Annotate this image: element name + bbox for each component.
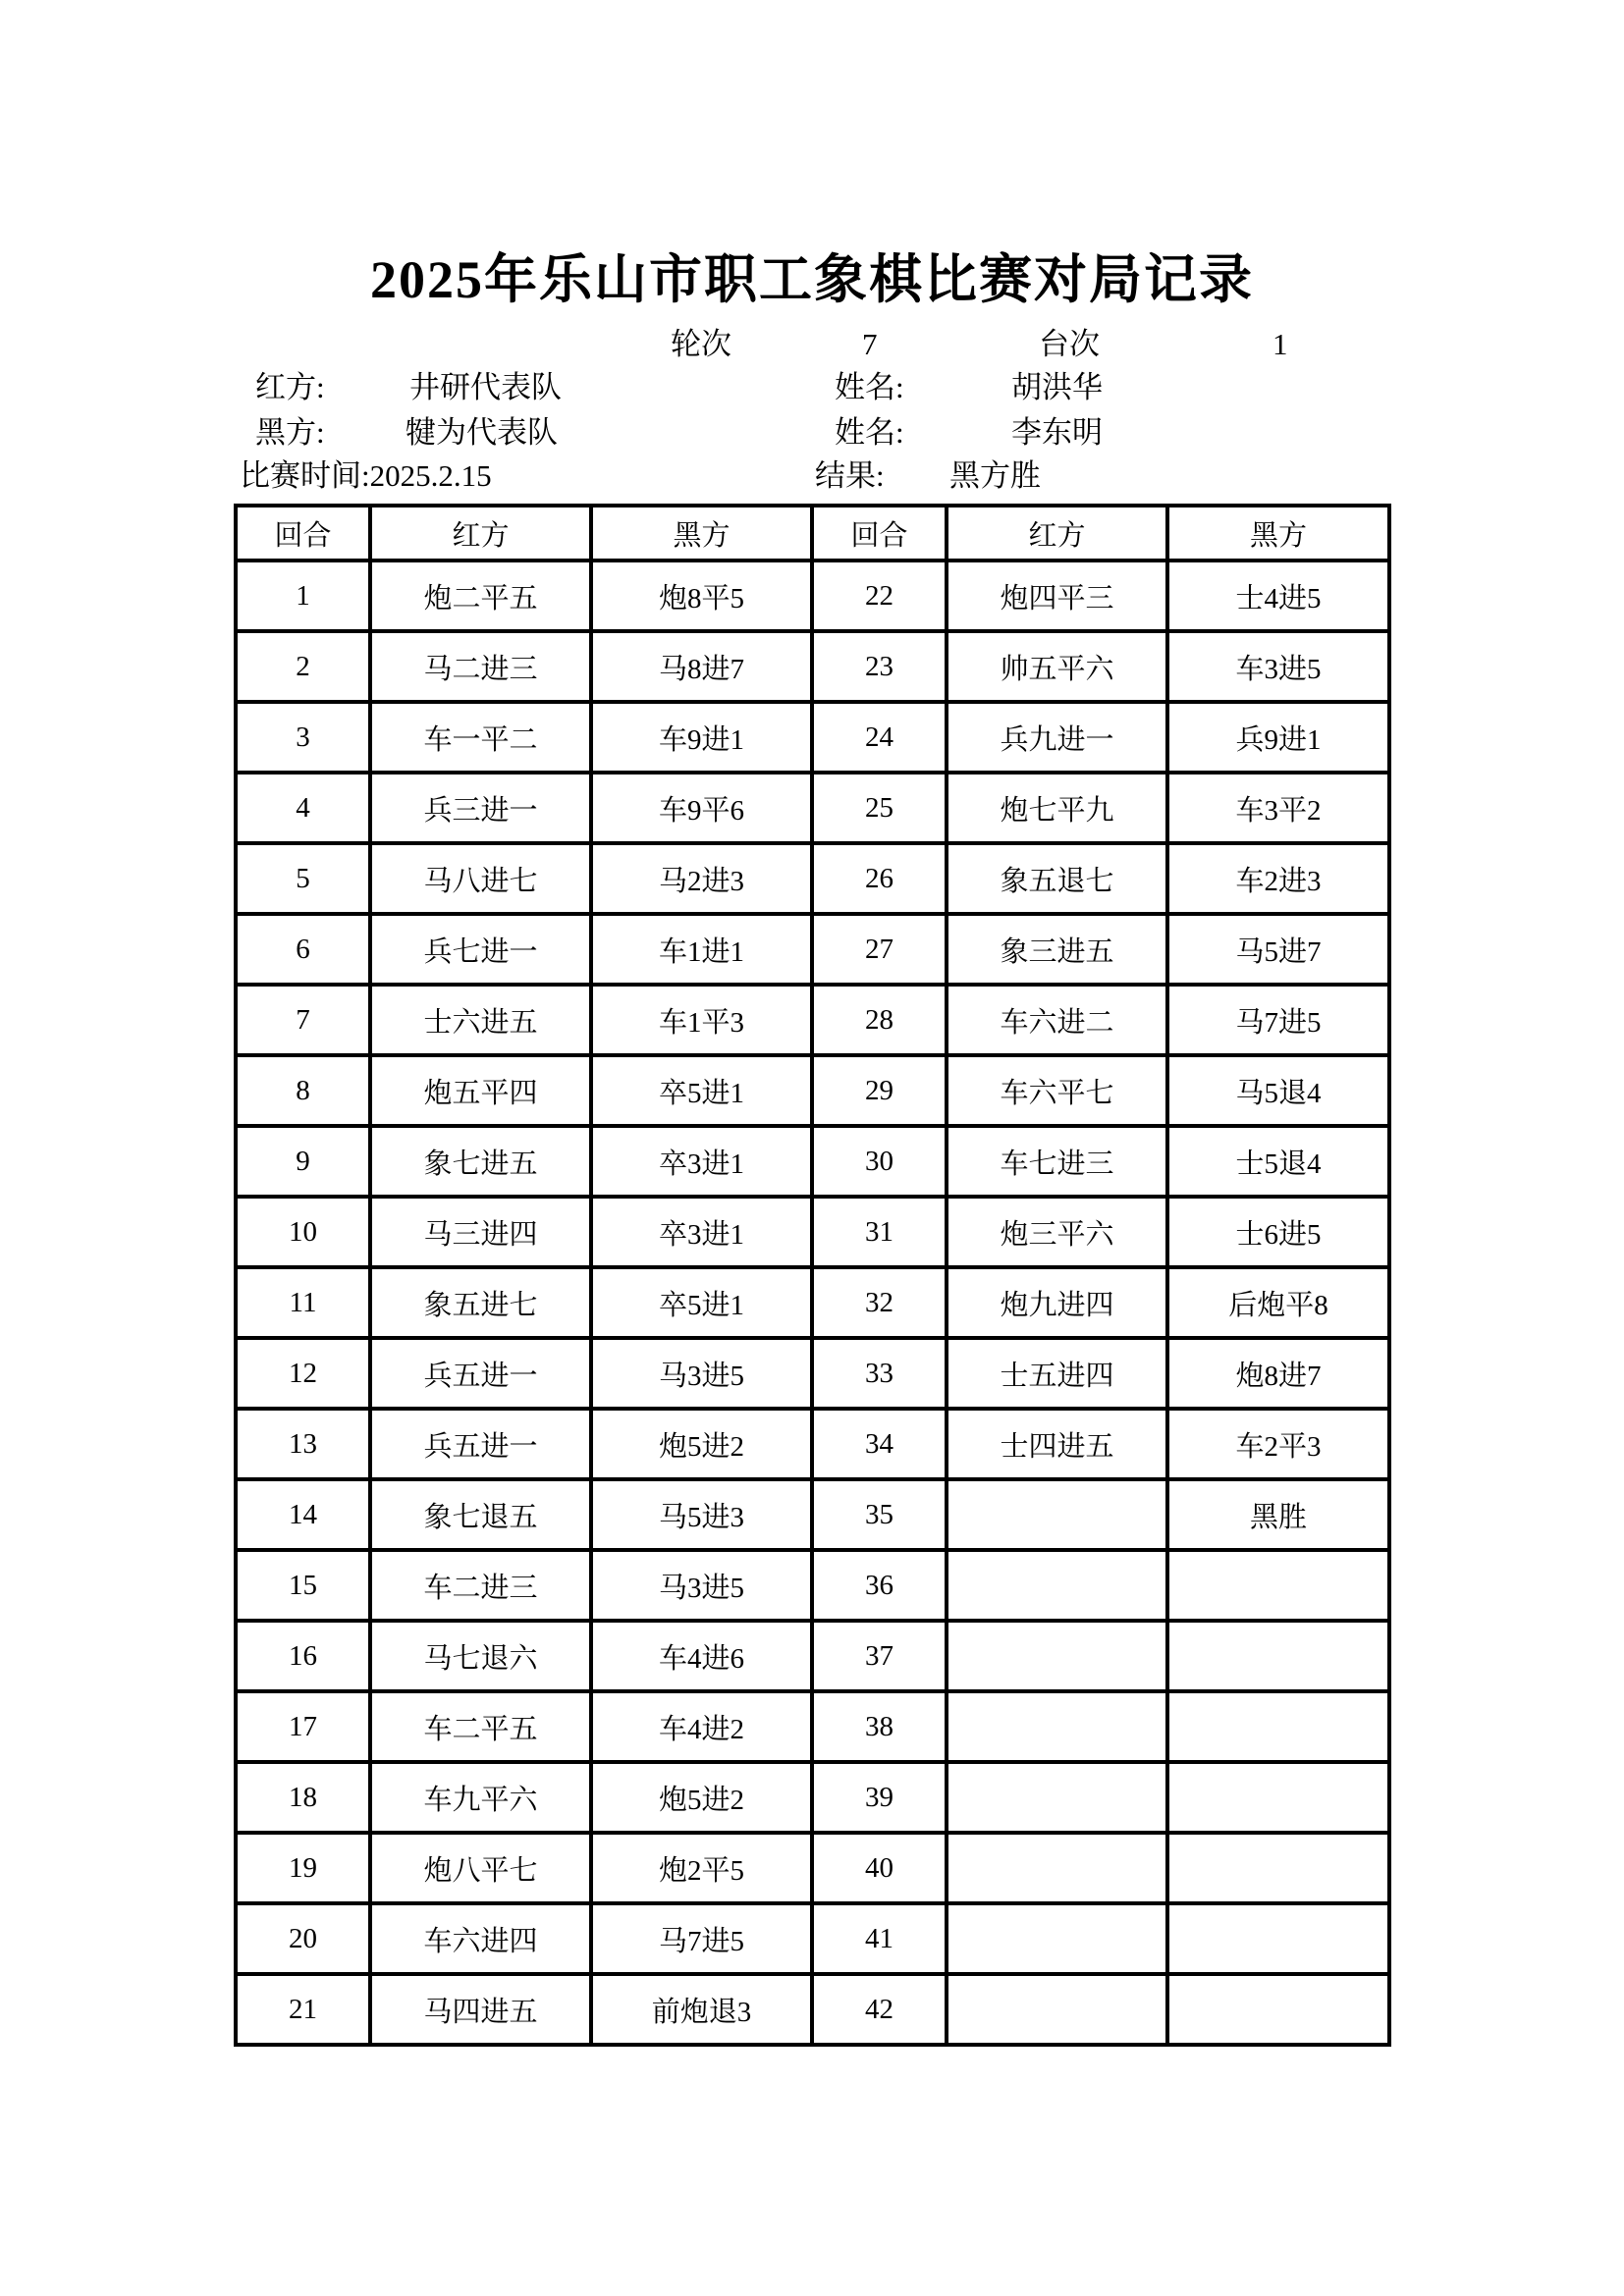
black-move-cell: 炮5进2	[591, 1409, 812, 1479]
red-move-cell	[947, 1691, 1167, 1762]
round-cell: 1	[236, 561, 370, 631]
black-move-cell: 马7进5	[591, 1903, 812, 1974]
round-cell: 13	[236, 1409, 370, 1479]
red-move-cell: 兵五进一	[370, 1338, 591, 1409]
red-move-cell: 马八进七	[370, 843, 591, 914]
black-move-cell: 车3平2	[1167, 773, 1389, 843]
round-value: 7	[862, 327, 878, 361]
black-move-cell: 炮8平5	[591, 561, 812, 631]
black-move-cell: 马3进5	[591, 1338, 812, 1409]
red-move-cell: 炮四平三	[947, 561, 1167, 631]
table-row	[236, 1126, 1389, 1197]
moves-table	[234, 504, 1391, 2047]
black-move-cell	[1167, 1691, 1389, 1762]
black-move-cell: 兵9进1	[1167, 702, 1389, 773]
round-cell: 34	[812, 1409, 947, 1479]
red-move-cell: 炮三平六	[947, 1197, 1167, 1267]
result-label: 结果:	[815, 458, 885, 493]
round-cell: 7	[236, 985, 370, 1055]
col-header-red-2: 红方	[947, 506, 1167, 561]
red-move-cell: 士六进五	[370, 985, 591, 1055]
black-player-name: 李东明	[1011, 415, 1103, 450]
round-cell: 29	[812, 1055, 947, 1126]
red-move-cell: 炮五平四	[370, 1055, 591, 1126]
round-cell: 37	[812, 1621, 947, 1691]
red-move-cell: 车二进三	[370, 1550, 591, 1621]
round-cell: 22	[812, 561, 947, 631]
table-row	[236, 1903, 1389, 1974]
red-move-cell	[947, 1833, 1167, 1903]
col-header-round: 回合	[236, 506, 370, 561]
round-cell: 40	[812, 1833, 947, 1903]
round-cell: 17	[236, 1691, 370, 1762]
black-move-cell: 车3进5	[1167, 631, 1389, 702]
red-move-cell: 炮二平五	[370, 561, 591, 631]
round-cell: 21	[236, 1974, 370, 2045]
table-row	[236, 1409, 1389, 1479]
red-move-cell: 车六平七	[947, 1055, 1167, 1126]
col-header-round-2: 回合	[812, 506, 947, 561]
black-move-cell: 炮5进2	[591, 1762, 812, 1833]
round-cell: 36	[812, 1550, 947, 1621]
red-move-cell: 马四进五	[370, 1974, 591, 2045]
round-cell: 15	[236, 1550, 370, 1621]
table-row	[236, 561, 1389, 631]
black-move-cell	[1167, 1833, 1389, 1903]
black-move-cell: 车9进1	[591, 702, 812, 773]
table-row	[236, 631, 1389, 702]
table-row	[236, 1691, 1389, 1762]
red-move-cell: 象七进五	[370, 1126, 591, 1197]
table-row	[236, 1974, 1389, 2045]
black-move-cell: 卒5进1	[591, 1055, 812, 1126]
black-move-cell: 前炮退3	[591, 1974, 812, 2045]
round-cell: 27	[812, 914, 947, 985]
red-move-cell: 马二进三	[370, 631, 591, 702]
table-row	[236, 773, 1389, 843]
round-cell: 16	[236, 1621, 370, 1691]
red-side-label: 红方:	[255, 370, 325, 404]
round-cell: 5	[236, 843, 370, 914]
header-row	[236, 506, 1389, 561]
round-cell: 11	[236, 1267, 370, 1338]
round-cell: 8	[236, 1055, 370, 1126]
round-cell: 20	[236, 1903, 370, 1974]
round-cell: 32	[812, 1267, 947, 1338]
black-move-cell	[1167, 1621, 1389, 1691]
black-move-cell: 马5退4	[1167, 1055, 1389, 1126]
round-cell: 39	[812, 1762, 947, 1833]
table-row	[236, 1479, 1389, 1550]
table-row	[236, 1055, 1389, 1126]
round-cell: 28	[812, 985, 947, 1055]
red-move-cell: 兵三进一	[370, 773, 591, 843]
red-name-label: 姓名:	[835, 370, 904, 404]
round-cell: 26	[812, 843, 947, 914]
red-move-cell: 马三进四	[370, 1197, 591, 1267]
black-move-cell: 卒3进1	[591, 1197, 812, 1267]
red-move-cell: 炮九进四	[947, 1267, 1167, 1338]
col-header-black-2: 黑方	[1167, 506, 1389, 561]
red-move-cell: 车二平五	[370, 1691, 591, 1762]
black-name-label: 姓名:	[835, 415, 904, 450]
round-cell: 6	[236, 914, 370, 985]
black-move-cell: 车1平3	[591, 985, 812, 1055]
table-row	[236, 914, 1389, 985]
black-move-cell: 士4进5	[1167, 561, 1389, 631]
red-move-cell	[947, 1550, 1167, 1621]
black-side-label: 黑方:	[255, 415, 325, 450]
round-cell: 18	[236, 1762, 370, 1833]
round-cell: 4	[236, 773, 370, 843]
red-move-cell	[947, 1479, 1167, 1550]
black-move-cell: 马2进3	[591, 843, 812, 914]
black-move-cell: 马7进5	[1167, 985, 1389, 1055]
round-cell: 14	[236, 1479, 370, 1550]
red-move-cell	[947, 1974, 1167, 2045]
black-move-cell: 马8进7	[591, 631, 812, 702]
red-move-cell	[947, 1762, 1167, 1833]
black-move-cell	[1167, 1974, 1389, 2045]
round-cell: 41	[812, 1903, 947, 1974]
black-move-cell: 炮8进7	[1167, 1338, 1389, 1409]
black-move-cell: 炮2平5	[591, 1833, 812, 1903]
black-move-cell: 黑胜	[1167, 1479, 1389, 1550]
table-row	[236, 1621, 1389, 1691]
round-cell: 10	[236, 1197, 370, 1267]
round-cell: 3	[236, 702, 370, 773]
page-title: 2025年乐山市职工象棋比赛对局记录	[370, 250, 1254, 309]
round-cell: 42	[812, 1974, 947, 2045]
round-label: 轮次	[671, 327, 731, 361]
round-cell: 33	[812, 1338, 947, 1409]
table-row	[236, 985, 1389, 1055]
round-cell: 12	[236, 1338, 370, 1409]
red-move-cell: 车七进三	[947, 1126, 1167, 1197]
red-move-cell: 兵九进一	[947, 702, 1167, 773]
red-move-cell: 象七退五	[370, 1479, 591, 1550]
black-move-cell: 车4进6	[591, 1621, 812, 1691]
col-header-black: 黑方	[591, 506, 812, 561]
moves-tbody	[236, 561, 1389, 2045]
red-move-cell: 车九平六	[370, 1762, 591, 1833]
red-move-cell: 象五退七	[947, 843, 1167, 914]
red-move-cell	[947, 1621, 1167, 1691]
result-value: 黑方胜	[949, 458, 1041, 493]
black-move-cell	[1167, 1903, 1389, 1974]
match-time: 比赛时间:2025.2.15	[240, 458, 492, 493]
round-cell: 2	[236, 631, 370, 702]
table-row	[236, 843, 1389, 914]
black-team: 犍为代表队	[406, 415, 558, 450]
table-row	[236, 1338, 1389, 1409]
round-cell: 31	[812, 1197, 947, 1267]
red-move-cell: 兵七进一	[370, 914, 591, 985]
round-cell: 30	[812, 1126, 947, 1197]
table-row	[236, 1550, 1389, 1621]
board-label: 台次	[1039, 327, 1100, 361]
board-value: 1	[1272, 327, 1288, 361]
red-move-cell	[947, 1903, 1167, 1974]
table-row	[236, 1762, 1389, 1833]
round-cell: 38	[812, 1691, 947, 1762]
black-move-cell: 马5进7	[1167, 914, 1389, 985]
black-move-cell: 士5退4	[1167, 1126, 1389, 1197]
black-move-cell: 卒3进1	[591, 1126, 812, 1197]
black-move-cell	[1167, 1762, 1389, 1833]
black-move-cell: 马3进5	[591, 1550, 812, 1621]
black-move-cell: 车2平3	[1167, 1409, 1389, 1479]
red-move-cell: 炮八平七	[370, 1833, 591, 1903]
red-move-cell: 车六进二	[947, 985, 1167, 1055]
black-move-cell: 士6进5	[1167, 1197, 1389, 1267]
red-move-cell: 士五进四	[947, 1338, 1167, 1409]
red-move-cell: 马七退六	[370, 1621, 591, 1691]
red-move-cell: 车六进四	[370, 1903, 591, 1974]
table-row	[236, 1197, 1389, 1267]
round-cell: 9	[236, 1126, 370, 1197]
table-row	[236, 1267, 1389, 1338]
red-move-cell: 帅五平六	[947, 631, 1167, 702]
red-player-name: 胡洪华	[1011, 370, 1103, 404]
red-move-cell: 象五进七	[370, 1267, 591, 1338]
col-header-red: 红方	[370, 506, 591, 561]
black-move-cell: 车9平6	[591, 773, 812, 843]
round-cell: 19	[236, 1833, 370, 1903]
red-move-cell: 炮七平九	[947, 773, 1167, 843]
red-team: 井研代表队	[409, 370, 562, 404]
black-move-cell: 车1进1	[591, 914, 812, 985]
black-move-cell: 后炮平8	[1167, 1267, 1389, 1338]
round-cell: 23	[812, 631, 947, 702]
table-row	[236, 1833, 1389, 1903]
table-row	[236, 702, 1389, 773]
black-move-cell: 车2进3	[1167, 843, 1389, 914]
red-move-cell: 象三进五	[947, 914, 1167, 985]
red-move-cell: 兵五进一	[370, 1409, 591, 1479]
black-move-cell: 马5进3	[591, 1479, 812, 1550]
black-move-cell: 车4进2	[591, 1691, 812, 1762]
red-move-cell: 士四进五	[947, 1409, 1167, 1479]
black-move-cell	[1167, 1550, 1389, 1621]
round-cell: 25	[812, 773, 947, 843]
red-move-cell: 车一平二	[370, 702, 591, 773]
round-cell: 24	[812, 702, 947, 773]
round-cell: 35	[812, 1479, 947, 1550]
black-move-cell: 卒5进1	[591, 1267, 812, 1338]
